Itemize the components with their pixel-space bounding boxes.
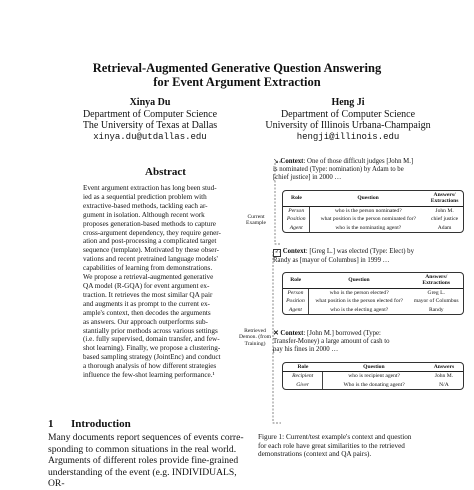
intro-line: Many documents report sequences of events corre- xyxy=(48,432,244,443)
table-row xyxy=(283,381,463,389)
paper-title-line-2: for Event Argument Extraction xyxy=(153,75,321,89)
role-cell: Agent xyxy=(283,224,310,232)
question-cell: who is the electing agent? xyxy=(330,306,389,313)
figure-bracket-lines xyxy=(265,158,285,433)
answer-cell: mayor of Columbus xyxy=(413,298,459,305)
current-example-label: Current Example xyxy=(246,214,266,227)
context-line: Transfer-Money) a large amount of cash to xyxy=(273,338,390,346)
table-row xyxy=(283,306,463,314)
example-2-context: ✓ Context: [Greg L.] was elected (Type: Elect) by Randy as [mayor of Columbus] in 1999 … xyxy=(273,248,414,264)
context-label: Context xyxy=(280,330,304,337)
abstract-body xyxy=(83,184,248,380)
col-question: Question xyxy=(308,273,409,288)
answer-cell: John M. xyxy=(435,207,454,214)
figure-caption xyxy=(258,433,463,459)
retrieved-demo-label: Retrieved Demon. (from Training) xyxy=(238,328,271,347)
abstract-line: stantially prior methods across various settings xyxy=(83,326,218,335)
abstract-line: a thorough analysis of how different strategies xyxy=(83,362,217,371)
abstract-line: gument in isolation. Although recent work xyxy=(83,210,205,219)
col-answers: Answers xyxy=(425,363,463,372)
context-label: Context xyxy=(280,158,304,165)
intro-heading-text: Introduction xyxy=(71,418,131,430)
caption-line: demonstrations (context and QA pairs). xyxy=(258,450,372,459)
paper-title-line-1: Retrieval-Augmented Generative Question Answering xyxy=(92,61,382,75)
abstract-line: sequence (template). Motivated by these obser- xyxy=(83,246,219,255)
author-univ: The University of Texas at Dallas xyxy=(82,120,218,131)
intro-line: understanding of the event (e.g. INDIVIDUALS, OR- xyxy=(48,466,237,489)
abstract-line: ied as a sequential prediction problem with xyxy=(83,192,207,201)
check-icon: ✓ xyxy=(274,250,280,255)
role-cell: Position xyxy=(283,297,308,305)
abstract-line: influence the few-shot learning performance.¹ xyxy=(83,371,215,380)
question-cell: what position is the person nominated for? xyxy=(320,216,416,223)
example-1-qa-table xyxy=(282,190,464,233)
abstract-line: shot learning). Finally, we propose a clustering- xyxy=(83,344,221,353)
context-line: Randy as [mayor of Columbus] in 1999 … xyxy=(273,257,390,264)
abstract-line: QA model (R-GQA) for event argument ex- xyxy=(83,281,210,290)
col-role: Role xyxy=(283,273,308,288)
example-1-context: ↘ Context: One of those difficult judges [John M.] is nominated (Type: nomination) by Adam to be [chief justice] in 2000 … xyxy=(273,158,414,182)
context-line: pay his fines in 2000 … xyxy=(273,346,339,354)
col-question: Question xyxy=(323,363,425,372)
abstract-line: We propose a retrieval-augmented generative xyxy=(83,273,214,282)
answer-cell: N/A xyxy=(439,381,449,388)
context-label: Context xyxy=(282,248,306,255)
author-2 xyxy=(247,97,449,143)
intro-line: Arguments of different roles provide fine-grained xyxy=(48,455,239,466)
role-cell: Position xyxy=(283,215,310,223)
caption-line: Figure 1: Current/test example's context and question xyxy=(258,433,412,441)
abstract-line: cross-argument dependency, they require gener- xyxy=(83,228,221,237)
col-answers: Answers/ Extractions xyxy=(409,273,463,288)
role-cell: Giver xyxy=(283,381,323,389)
abstract-line: (i.e. fully supervised, domain transfer, and few- xyxy=(83,335,220,344)
abstract-line: based sampling strategy (JointEnc) and conduct xyxy=(83,353,221,362)
intro-heading-number: 1 xyxy=(48,418,54,430)
col-question: Question xyxy=(310,191,426,206)
author-univ: University of Illinois Urbana-Champaign xyxy=(265,120,431,131)
abstract-line: traction. It retrieves the most similar QA pair xyxy=(83,290,213,299)
author-dept: Department of Computer Science xyxy=(82,108,218,120)
author-1 xyxy=(55,97,245,143)
context-line: One of those difficult judges [John M.] xyxy=(307,158,414,165)
figure-1 xyxy=(238,158,465,433)
question-cell: who is recipient agent? xyxy=(348,373,400,380)
example-3-context: ✕ Context: [John M.] borrowed (Type: Transfer-Money) a large amount of cash to pay his fines in 2000 … xyxy=(273,330,390,354)
author-dept: Department of Computer Science xyxy=(280,108,416,120)
cross-icon: ✕ xyxy=(273,330,279,337)
intro-line: sponding to common situations in the real world. xyxy=(48,443,237,455)
author-email: xinya.du@utdallas.edu xyxy=(93,131,207,142)
col-role: Role xyxy=(283,191,310,206)
context-line: [Greg L.] was elected (Type: Elect) by xyxy=(309,248,414,255)
role-cell: Recipient xyxy=(283,372,323,381)
table-header xyxy=(283,191,463,206)
abstract-line: vations and recent pretrained language models' xyxy=(83,255,218,264)
question-cell: who is the person elected? xyxy=(329,289,389,296)
question-cell: Who is the donating agent? xyxy=(343,381,405,388)
abstract-line: ation and post-processing a complicated target xyxy=(83,237,217,246)
example-3-qa-table xyxy=(282,362,464,390)
table-row xyxy=(283,288,463,297)
table-row xyxy=(283,372,463,381)
question-cell: who is the nominating agent? xyxy=(335,224,402,231)
info-icon: ↘ xyxy=(273,158,279,165)
author-email: hengji@illinois.edu xyxy=(296,131,400,142)
table-row xyxy=(283,215,463,223)
table-row xyxy=(283,206,463,215)
abstract-line: extractive-based methods, tackling each ar- xyxy=(83,201,208,210)
abstract-line: ample's context, then decodes the arguments xyxy=(83,308,211,317)
table-header xyxy=(283,363,463,372)
table-row xyxy=(283,224,463,232)
author-name: Heng Ji xyxy=(331,97,365,108)
col-answers: Answers/ Extractions xyxy=(426,191,463,206)
context-line: is nominated (Type: nomination) by Adam to be xyxy=(273,166,404,174)
col-role: Role xyxy=(283,363,323,372)
abstract-line: capabilities of learning from demonstrations. xyxy=(83,264,213,273)
abstract-line: Event argument extraction has long been stud- xyxy=(83,184,217,192)
answer-cell: Greg L. xyxy=(427,289,445,296)
table-header xyxy=(283,273,463,288)
intro-body xyxy=(48,432,253,490)
role-cell: Agent xyxy=(283,306,308,314)
intro-heading xyxy=(48,418,131,430)
answer-cell: chief justice xyxy=(430,216,459,223)
answer-cell: Adam xyxy=(437,224,452,231)
example-2-qa-table xyxy=(282,272,464,315)
context-line: [chief justice] in 2000 … xyxy=(273,174,342,182)
question-cell: who is the person nominated? xyxy=(334,207,402,214)
abstract-line: as answers. Our approach outperforms sub- xyxy=(83,317,208,326)
table-row xyxy=(283,297,463,305)
abstract-heading: Abstract xyxy=(145,166,186,178)
answer-cell: Randy xyxy=(428,306,444,313)
context-line: [John M.] borrowed (Type: xyxy=(307,330,381,337)
author-name: Xinya Du xyxy=(129,97,171,108)
question-cell: what position is the person elected for? xyxy=(315,298,403,305)
answer-cell: John M. xyxy=(434,373,454,380)
caption-line: for each role have great similarities to the retrieved xyxy=(258,441,405,450)
role-cell: Person xyxy=(283,206,310,215)
role-cell: Person xyxy=(283,288,308,297)
abstract-line: and augments it as prompt to the current ex- xyxy=(83,299,210,308)
abstract-line: proposes generation-based methods to capture xyxy=(83,219,216,228)
